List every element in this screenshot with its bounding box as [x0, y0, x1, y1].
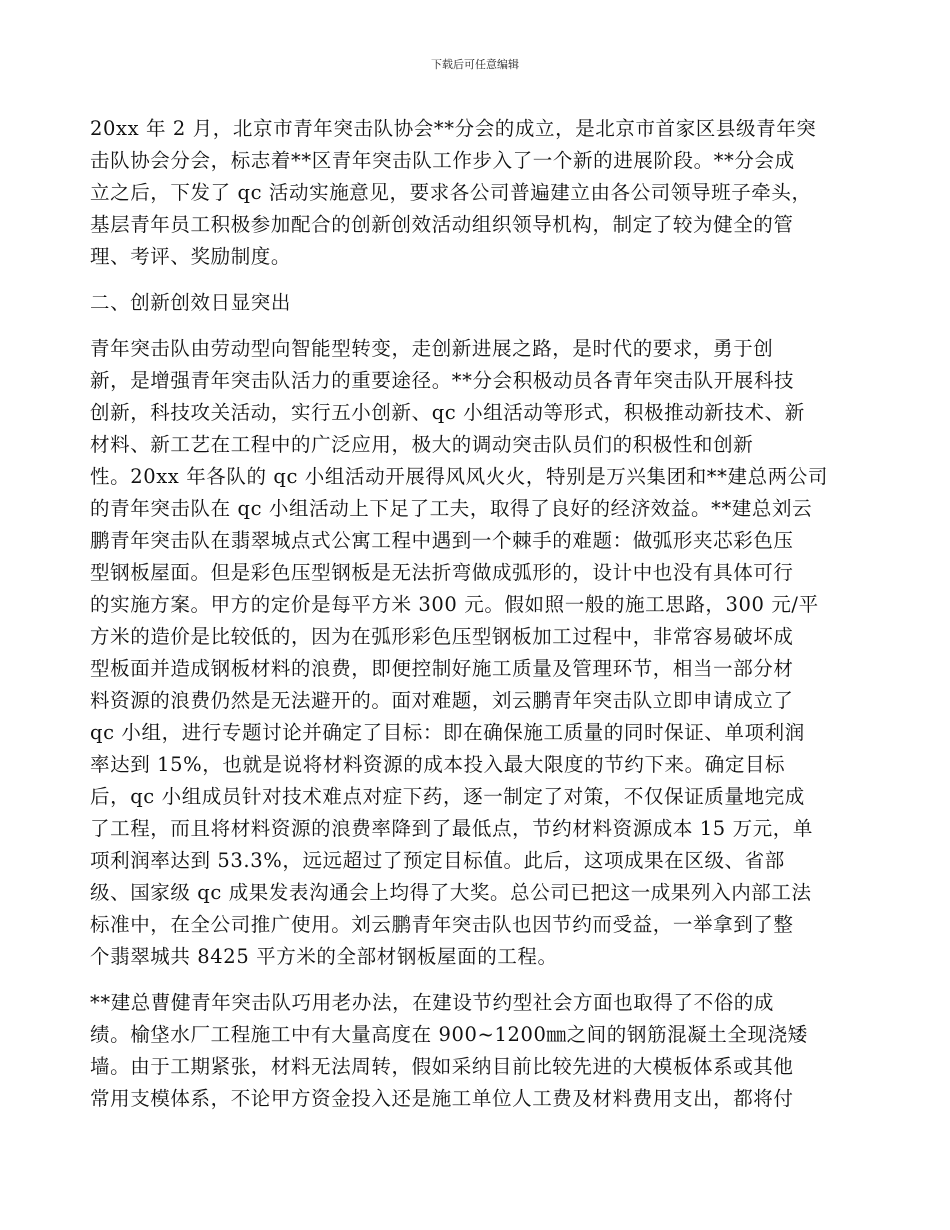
paragraph-text: 青年突击队由劳动型向智能型转变，走创新进展之路，是时代的要求，勇于创 新，是增强青年突击队活力的重要途径。**分会积极动员各青年突击队开展科技 创新，科技攻关活动，实行五小创新、qc 小组活动等形式，积极推动新技术、新 材料、新工艺在工程中的广泛应用，极大的调动突击队员们的积极性和创新 性。20xx 年各队的 qc 小组活动开展得风风火火，特别是万兴集团和**建总两公司 的青年突击队在 qc 小组活动上下足了工夫，取得了良好的经济效益。**建总刘云 鹏青年突击队在翡翠城点式公寓工程中遇到一个棘手的难题：做弧形夹芯彩色压 型钢板屋面。但是彩色压型钢板是无法折弯做成弧形的，设计中也没有具体可行 的实施方案。甲方的定价是每平方米 300 元。假如照一般的施工思路，300 元/平 方米的造价是比较低的，因为在弧形彩色压型钢板加工过程中，非常容易破坏成 型板面并造成钢板材料的浪费，即便控制好施工质量及管理环节，相当一部分材 料资源的浪费仍然是无法避开的。面对难题，刘云鹏青年突击队立即申请成立了 qc 小组，进行专题讨论并确定了目标：即在确保施工质量的同时保证、单项利润 率达到 15%，也就是说将材料资源的成本投入最大限度的节约下来。确定目标 后，qc 小组成员针对技术难点对症下药，逐一制定了对策，不仅保证质量地完成 了工程，而且将材料资源的浪费率降到了最低点，节约材料资源成本 15 万元，单 项利润率达到 53.3%，远远超过了预定目标值。此后，这项成果在区级、省部 级、国家级 qc 成果发表沟通会上均得了大奖。总公司已把这一成果列入内部工法 标准中，在全公司推广使用。刘云鹏青年突击队也因节约而受益，一举拿到了整 个翡翠城共 8425 平方米的全部材钢板屋面的工程。: [90, 337, 829, 968]
paragraph-association-founding: [90, 113, 860, 273]
paragraph-text: 20xx 年 2 月，北京市青年突击队协会**分会的成立，是北京市首家区县级青年突 击队协会分会，标志着**区青年突击队工作步入了一个新的进展阶段。**分会成 立之后，下发了 qc 活动实施意见，要求各公司普遍建立由各公司领导班子牵头， 基层青年员工积极参加配合的创新创效活动组织领导机构，制定了较为健全的管 理、考评、奖励制度。: [90, 117, 817, 268]
section-heading-text: 二、创新创效日显突出: [90, 291, 292, 314]
page-header: 下载后可任意编辑: [431, 58, 519, 71]
paragraph-text: **建总曹健青年突击队巧用老办法，在建设节约型社会方面也取得了不俗的成 绩。榆垡水厂工程施工中有大量高度在 900~1200㎜之间的钢筋混凝土全现浇矮 墙。由于工期紧张，材料无法周转，假如采纳目前比较先进的大模板体系或其他 常用支模体系，不论甲方资金投入还是施工单位人工费及材料费用支出，都将付: [90, 991, 808, 1110]
paragraph-cao-jian-team: [90, 987, 860, 1115]
section-heading: [90, 287, 860, 319]
paragraph-innovation: [90, 333, 860, 973]
